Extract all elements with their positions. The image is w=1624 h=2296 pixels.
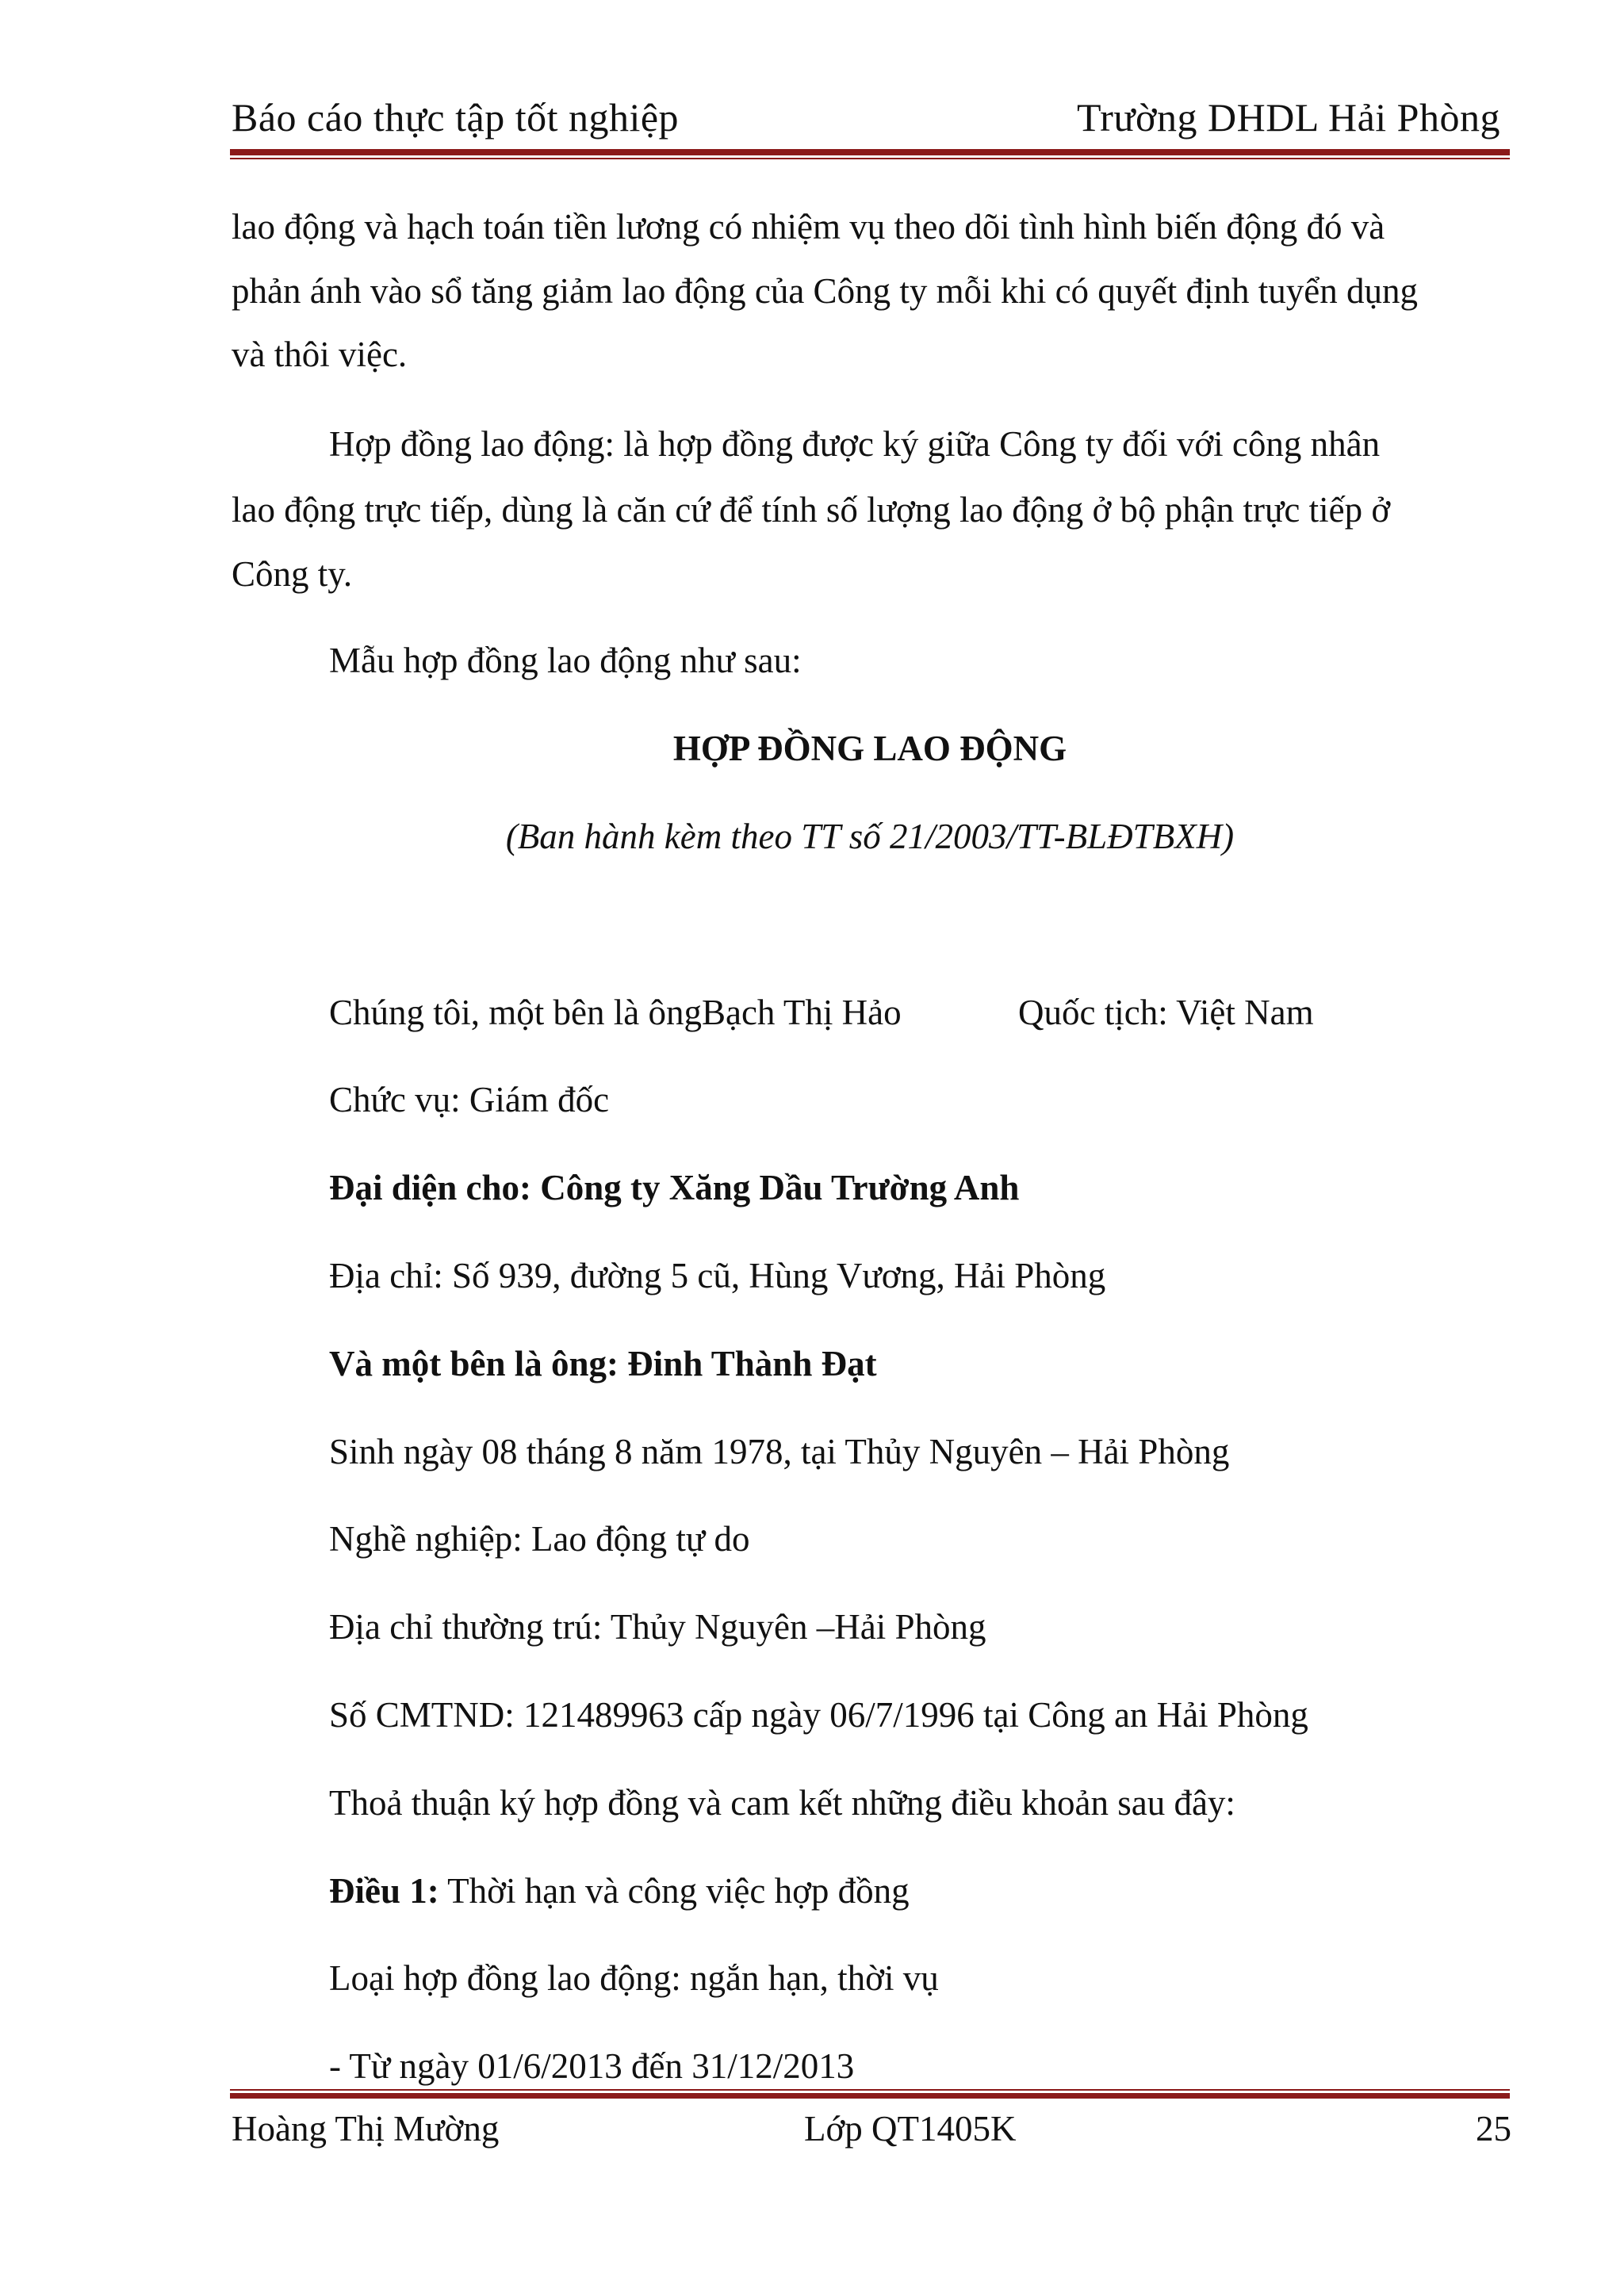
party-b-intro: Và một bên là ông: Đinh Thành Đạt [329, 1344, 877, 1383]
paragraph-1-line-3: và thôi việc. [232, 335, 408, 374]
party-a-address: Địa chỉ: Số 939, đường 5 cũ, Hùng Vương, Hải Phòng [329, 1256, 1106, 1295]
contract-subtitle: (Ban hành kèm theo TT số 21/2003/TT-BLĐTBXH) [505, 817, 1235, 856]
party-b-birth: Sinh ngày 08 tháng 8 năm 1978, tại Thủy Nguyên – Hải Phòng [329, 1432, 1230, 1471]
article-1-heading [329, 1869, 910, 1913]
contract-type: Loại hợp đồng lao động: ngắn hạn, thời vụ [329, 1958, 939, 1998]
party-a-nationality: Quốc tịch: Việt Nam [1018, 993, 1314, 1032]
footer-author: Hoàng Thị Mường [232, 2109, 500, 2149]
paragraph-3: Mẫu hợp đồng lao động như sau: [329, 641, 802, 680]
footer-rule-thin [230, 2089, 1510, 2091]
party-a-intro: Chúng tôi, một bên là ôngBạch Thị Hảo [329, 993, 902, 1032]
paragraph-1-line-1: lao động và hạch toán tiền lương có nhiệm vụ theo dõi tình hình biến động đó và [232, 207, 1385, 247]
paragraph-1-line-2: phản ánh vào sổ tăng giảm lao động của Công ty mỗi khi có quyết định tuyển dụng [232, 271, 1419, 311]
contract-title: HỢP ĐỒNG LAO ĐỘNG [672, 729, 1067, 768]
header-rule-thin [230, 158, 1510, 159]
page-number: 25 [1476, 2109, 1511, 2149]
article-1-label: Điều 1: [329, 1871, 439, 1911]
footer-class: Lớp QT1405K [804, 2109, 1017, 2149]
paragraph-2-line-2: lao động trực tiếp, dùng là căn cứ để tính số lượng lao động ở bộ phận trực tiếp ở [232, 490, 1391, 530]
article-1-title: Thời hạn và công việc hợp đồng [439, 1871, 910, 1911]
represent-company: Đại diện cho: Công ty Xăng Dầu Trường Anh [329, 1168, 1020, 1207]
footer-rule-thick [230, 2093, 1510, 2099]
paragraph-2-line-3: Công ty. [232, 554, 353, 594]
party-b-id-card: Số CMTND: 121489963 cấp ngày 06/7/1996 tại Công an Hải Phòng [329, 1695, 1308, 1735]
contract-period: - Từ ngày 01/6/2013 đến 31/12/2013 [329, 2046, 855, 2086]
header-school-name: Trường DHDL Hải Phòng [1077, 95, 1500, 140]
header-rule-thick [230, 149, 1510, 155]
party-b-address: Địa chỉ thường trú: Thủy Nguyên –Hải Phòng [329, 1607, 986, 1647]
header-report-title: Báo cáo thực tập tốt nghiệp [232, 95, 680, 140]
party-a-position: Chức vụ: Giám đốc [329, 1080, 610, 1119]
paragraph-2-line-1: Hợp đồng lao động: là hợp đồng được ký giữa Công ty đối với công nhân [329, 424, 1381, 464]
agreement-statement: Thoả thuận ký hợp đồng và cam kết những điều khoản sau đây: [329, 1783, 1235, 1823]
party-b-occupation: Nghề nghiệp: Lao động tự do [329, 1519, 750, 1559]
